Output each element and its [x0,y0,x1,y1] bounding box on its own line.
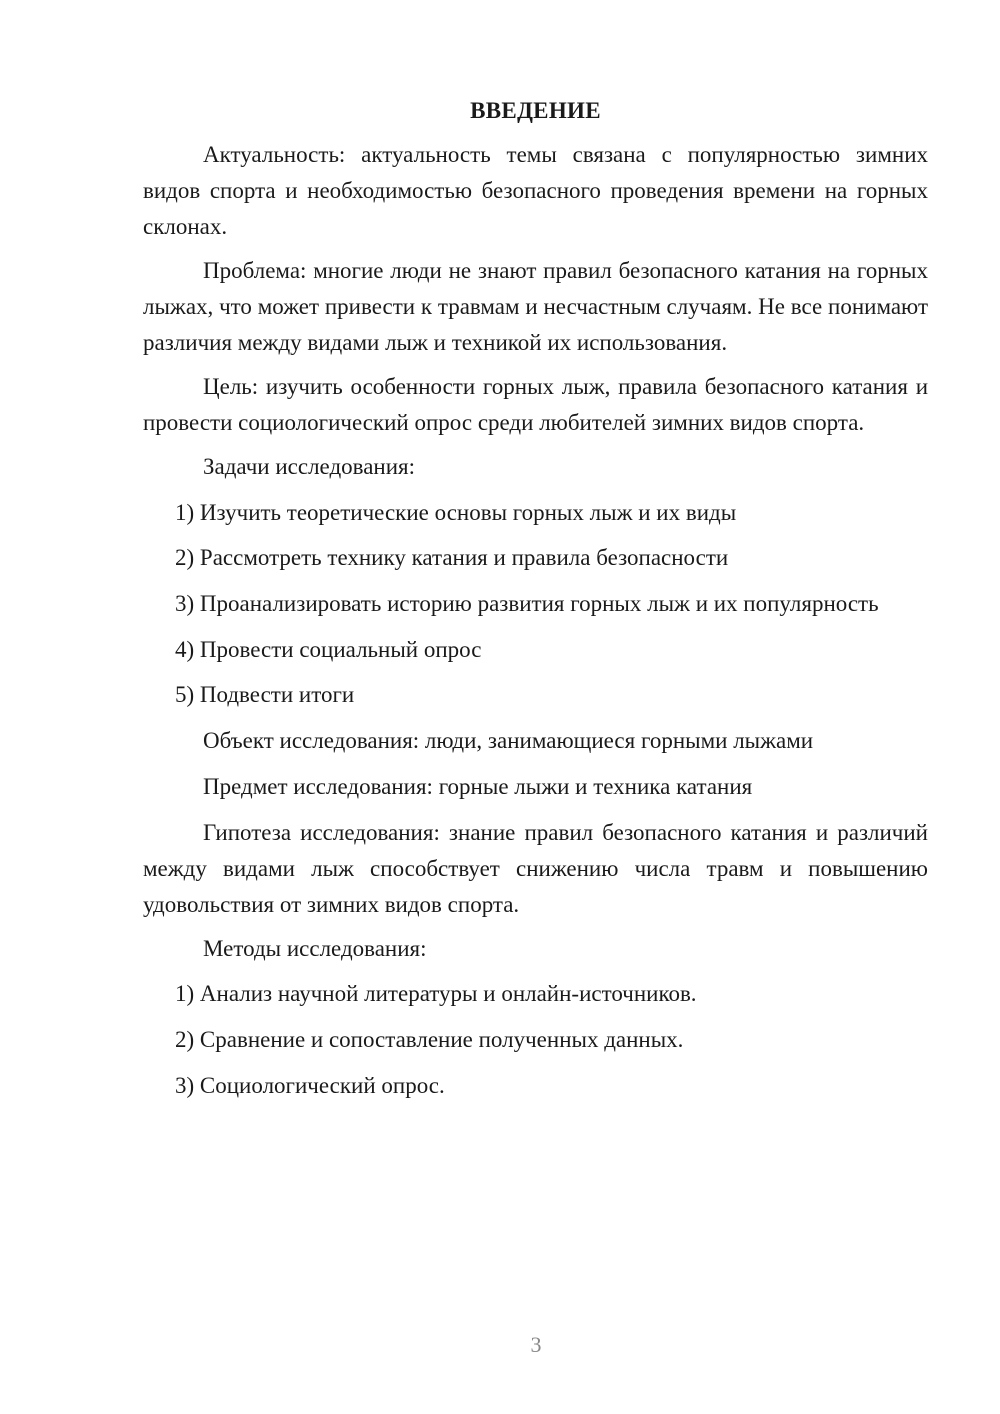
task-item: 2) Рассмотреть технику катания и правила безопасности [175,545,729,571]
method-item: 3) Социологический опрос. [175,1072,445,1098]
page-number: 3 [530,1332,542,1357]
section-heading: ВВЕДЕНИЕ [470,98,601,123]
task-item: 3) Проанализировать историю развития горных лыж и их популярность [175,591,879,617]
methods-title: Методы исследования: [203,935,427,961]
page-content [143,93,928,1113]
task-item: 1) Изучить теоретические основы горных лыж и их виды [175,499,737,525]
method-item: 2) Сравнение и сопоставление полученных данных. [175,1026,684,1052]
goal-paragraph: Цель: изучить особенности горных лыж, правила безопасного катания и провести социологический опрос среди любителей зимних видов спорта. [143,374,928,435]
method-item: 1) Анализ научной литературы и онлайн-источников. [175,981,697,1007]
research-subject: Предмет исследования: горные лыжи и техника катания [203,773,753,799]
hypothesis-paragraph: Гипотеза исследования: знание правил безопасного катания и различий между видами лыж способствует снижению числа травм и повышению удовольствия от зимних видов спорта. [143,819,928,917]
task-item: 5) Подвести итоги [175,682,355,708]
relevance-paragraph: Актуальность: актуальность темы связана с популярностью зимних видов спорта и необходимостью безопасного проведения времени на горных склонах. [143,142,928,239]
research-object: Объект исследования: люди, занимающиеся горными лыжами [203,728,814,754]
task-item: 4) Провести социальный опрос [175,636,482,662]
tasks-title: Задачи исследования: [203,454,416,479]
problem-paragraph: Проблема: многие люди не знают правил безопасного катания на горных лыжах, что может привести к травмам и несчастным случаям. Не все понимают различия между видами лыж и техникой их использования. [143,258,928,355]
